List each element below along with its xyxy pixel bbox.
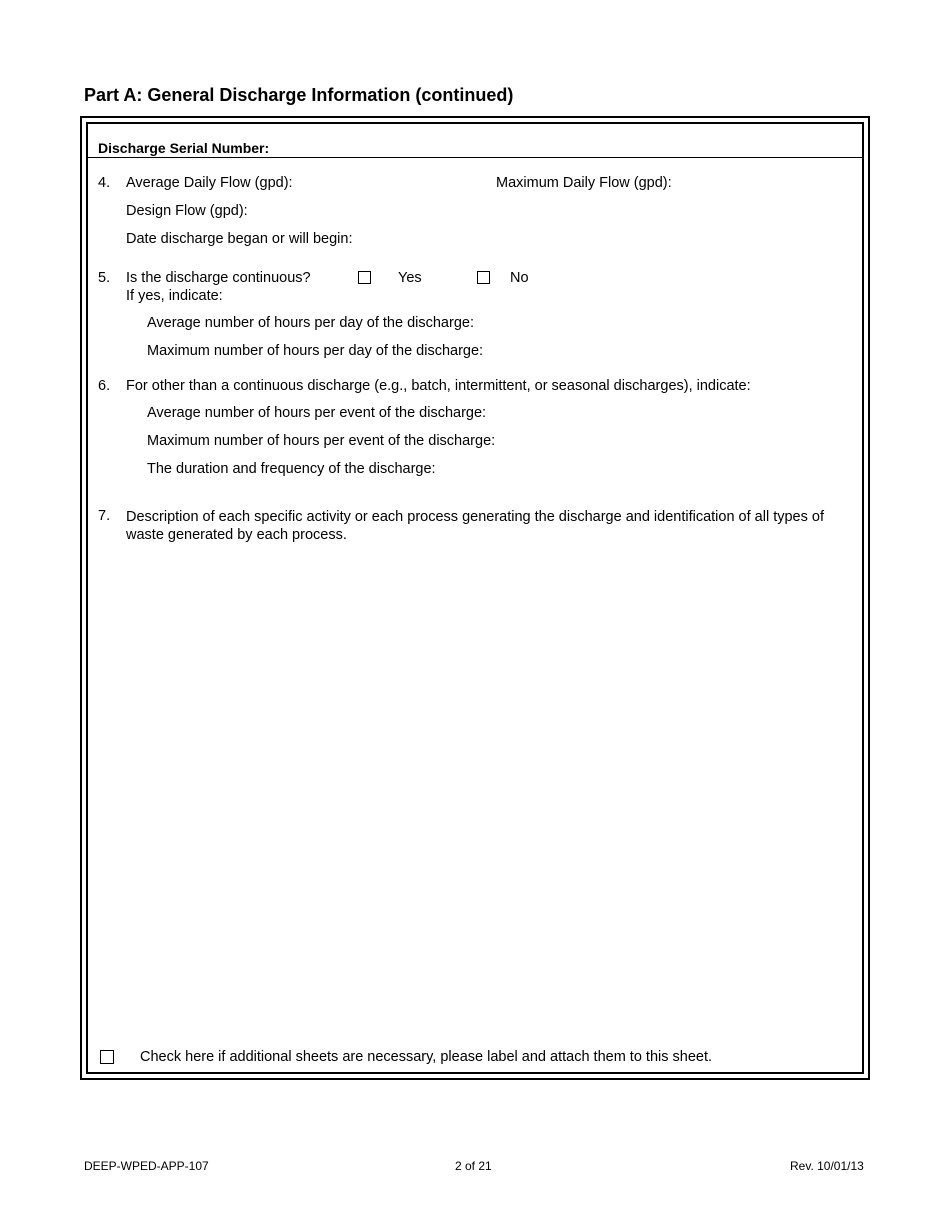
q4-number: 4.	[98, 175, 111, 191]
q6-question: For other than a continuous discharge (e.g., batch, intermittent, or seasonal discharges), indicate:	[126, 378, 751, 394]
q5-yes-checkbox[interactable]	[358, 271, 371, 284]
q5-if-yes-label: If yes, indicate:	[126, 288, 223, 304]
discharge-serial-label: Discharge Serial Number:	[98, 140, 270, 156]
form-frame-inner	[86, 122, 864, 1074]
additional-sheets-checkbox[interactable]	[100, 1050, 114, 1064]
q4-max-flow-label: Maximum Daily Flow (gpd):	[496, 175, 672, 191]
q5-avg-hours-label: Average number of hours per day of the discharge:	[147, 315, 474, 331]
q4-avg-flow-label: Average Daily Flow (gpd):	[126, 175, 293, 191]
footer-revision: Rev. 10/01/13	[790, 1159, 864, 1173]
footer-page-number: 2 of 21	[455, 1159, 492, 1173]
q5-no-checkbox[interactable]	[477, 271, 490, 284]
serial-divider	[88, 157, 862, 158]
q4-design-flow-label: Design Flow (gpd):	[126, 203, 248, 219]
q7-question: Description of each specific activity or each process generating the discharge and identification of all types of waste generated by each process.	[126, 509, 824, 543]
additional-sheets-label: Check here if additional sheets are necessary, please label and attach them to this sheet.	[140, 1049, 713, 1065]
q5-max-hours-label: Maximum number of hours per day of the discharge:	[147, 343, 484, 359]
q5-yes-label: Yes	[398, 270, 422, 286]
page-title: Part A: General Discharge Information (continued)	[84, 85, 514, 105]
q7-number: 7.	[98, 508, 111, 524]
footer-form-id: DEEP-WPED-APP-107	[84, 1159, 209, 1173]
q5-no-label: No	[510, 270, 529, 286]
q4-date-began-label: Date discharge began or will begin:	[126, 231, 353, 247]
q6-avg-event-label: Average number of hours per event of the discharge:	[147, 405, 487, 421]
q5-question: Is the discharge continuous?	[126, 270, 311, 286]
q6-max-event-label: Maximum number of hours per event of the discharge:	[147, 433, 496, 449]
q6-number: 6.	[98, 378, 111, 394]
q5-number: 5.	[98, 270, 111, 286]
q6-duration-label: The duration and frequency of the discharge:	[147, 461, 436, 477]
